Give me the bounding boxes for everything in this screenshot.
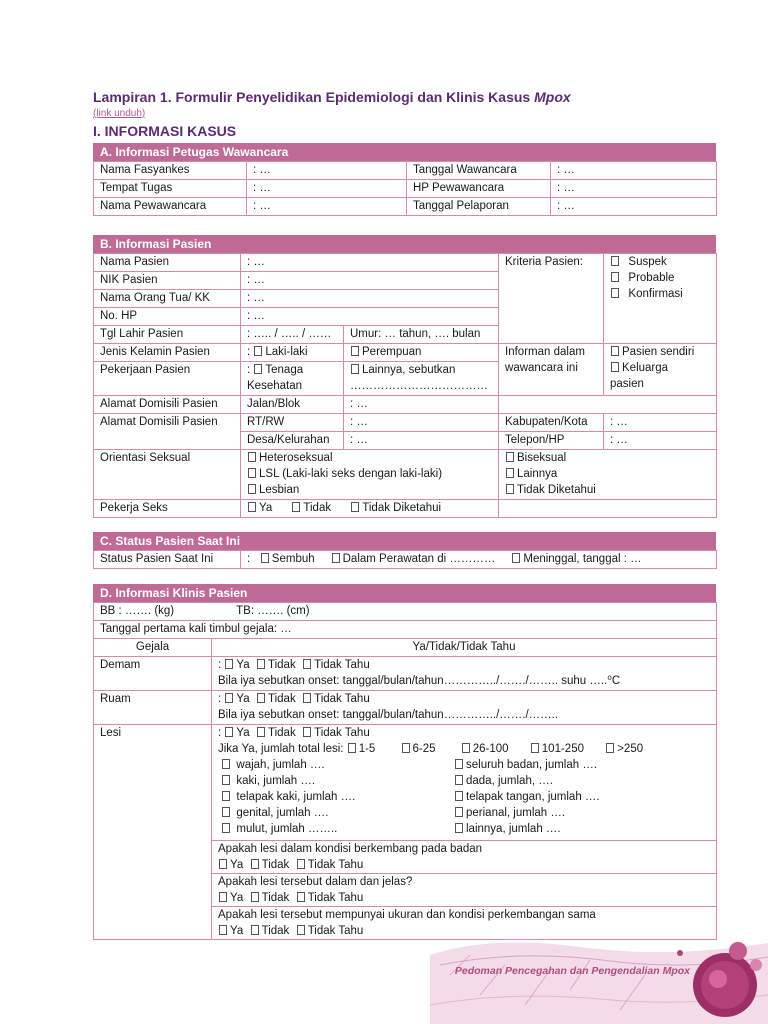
orientation-options-left[interactable]: Heteroseksual LSL (Laki-laki seks dengan laki-laki) Lesbian bbox=[241, 450, 499, 500]
label: Desa/Kelurahan bbox=[241, 432, 344, 450]
orientation-options-right[interactable]: Biseksual Lainnya Tidak Diketahui bbox=[499, 450, 717, 500]
empty-checkbox-icon[interactable] bbox=[225, 693, 233, 703]
value-field[interactable]: : … bbox=[344, 396, 499, 414]
empty-checkbox-icon[interactable] bbox=[251, 892, 259, 902]
label: NIK Pasien bbox=[94, 272, 241, 290]
empty-checkbox-icon[interactable] bbox=[292, 502, 300, 512]
label: Pekerja Seks bbox=[94, 500, 241, 518]
empty-checkbox-icon[interactable] bbox=[222, 823, 230, 833]
option[interactable]: Suspek bbox=[610, 254, 710, 270]
empty-checkbox-icon[interactable] bbox=[606, 743, 614, 753]
value-field[interactable]: : … bbox=[241, 290, 499, 308]
value-field[interactable]: : … bbox=[604, 414, 717, 432]
status-options[interactable]: : Sembuh Dalam Perawatan di ………… Meninggal, tanggal : … bbox=[241, 551, 717, 569]
empty-checkbox-icon[interactable] bbox=[303, 727, 311, 737]
empty-checkbox-icon[interactable] bbox=[222, 775, 230, 785]
lesion-answer[interactable]: : Ya Tidak Tidak Tahu Jika Ya, jumlah total lesi: 1-5 6-25 26-100 101-250 >250 wajah, jumlah …. kaki, jumlah …. telapak kaki, jumlah …. genital, jumlah …. mulut, jumlah …….. seluruh badan, jumlah …. dada, jumlah, …. telapak tangan, jumlah …. perianal, jumlah …. lainnya, jumlah …. bbox=[212, 725, 717, 841]
label: No. HP bbox=[94, 308, 241, 326]
empty-checkbox-icon[interactable] bbox=[297, 925, 305, 935]
value-field[interactable]: : … bbox=[241, 308, 499, 326]
label: Nama Pasien bbox=[94, 254, 241, 272]
label: Nama Pewawancara bbox=[94, 198, 247, 216]
symptom-date-row[interactable]: Tanggal pertama kali timbul gejala: … bbox=[94, 621, 717, 639]
gender-male-option[interactable]: : Laki-laki bbox=[241, 344, 344, 362]
value-field[interactable]: : … bbox=[551, 162, 717, 180]
empty-checkbox-icon[interactable] bbox=[248, 452, 256, 462]
footer-banner bbox=[430, 935, 768, 1024]
empty-checkbox-icon[interactable] bbox=[462, 743, 470, 753]
value-field[interactable]: : … bbox=[247, 198, 407, 216]
value-field[interactable]: : … bbox=[241, 272, 499, 290]
symptom-label: Ruam bbox=[94, 691, 212, 725]
label: Alamat Domisili Pasien bbox=[94, 414, 241, 450]
section-heading: I. INFORMASI KASUS bbox=[93, 123, 237, 139]
empty-checkbox-icon[interactable] bbox=[611, 272, 619, 282]
informant-label: Informan dalam wawancara ini bbox=[499, 344, 604, 396]
empty-checkbox-icon[interactable] bbox=[455, 807, 463, 817]
empty-checkbox-icon[interactable] bbox=[225, 727, 233, 737]
footer-text: Pedoman Pencegahan dan Pengendalian Mpox bbox=[454, 965, 690, 977]
section-a-heading: A. Informasi Petugas Wawancara bbox=[93, 143, 716, 161]
empty-cell bbox=[499, 396, 717, 414]
fever-answer[interactable]: : Ya Tidak Tidak Tahu Bila iya sebutkan onset: tanggal/bulan/tahun…………../……./…….. suhu …..⁰C bbox=[212, 657, 717, 691]
empty-checkbox-icon[interactable] bbox=[351, 364, 359, 374]
empty-checkbox-icon[interactable] bbox=[332, 553, 340, 563]
section-b bbox=[93, 235, 716, 518]
empty-checkbox-icon[interactable] bbox=[455, 759, 463, 769]
option[interactable]: Probable bbox=[610, 270, 710, 286]
value-field[interactable]: : ….. / ….. / …… bbox=[241, 326, 344, 344]
value-field[interactable]: : … bbox=[247, 180, 407, 198]
empty-checkbox-icon[interactable] bbox=[257, 693, 265, 703]
empty-checkbox-icon[interactable] bbox=[611, 256, 619, 266]
empty-checkbox-icon[interactable] bbox=[402, 743, 410, 753]
empty-checkbox-icon[interactable] bbox=[219, 892, 227, 902]
empty-checkbox-icon[interactable] bbox=[297, 859, 305, 869]
criteria-options[interactable] bbox=[604, 254, 717, 344]
section-d bbox=[93, 584, 716, 940]
empty-checkbox-icon[interactable] bbox=[611, 346, 619, 356]
value-field[interactable]: : … bbox=[241, 254, 499, 272]
occupation-other-option[interactable]: Lainnya, sebutkan ……………………………… bbox=[344, 362, 499, 396]
label: Orientasi Seksual bbox=[94, 450, 241, 500]
section-c-heading: C. Status Pasien Saat Ini bbox=[93, 532, 716, 550]
section-d-heading: D. Informasi Klinis Pasien bbox=[93, 584, 716, 602]
section-b-heading: B. Informasi Pasien bbox=[93, 235, 716, 253]
label: Telepon/HP bbox=[499, 432, 604, 450]
sex-worker-options[interactable]: Ya Tidak Tidak Diketahui bbox=[241, 500, 499, 518]
label: Jalan/Blok bbox=[241, 396, 344, 414]
lesion-question-3[interactable]: Apakah lesi tersebut mempunyai ukuran dan kondisi perkembangan sama Ya Tidak Tidak Tahu bbox=[212, 907, 717, 940]
symptom-label: Demam bbox=[94, 657, 212, 691]
value-field[interactable]: : … bbox=[551, 180, 717, 198]
column-header-gejala: Gejala bbox=[94, 639, 212, 657]
empty-checkbox-icon[interactable] bbox=[455, 791, 463, 801]
label: Tanggal Wawancara bbox=[407, 162, 551, 180]
label: Alamat Domisili Pasien bbox=[94, 396, 241, 414]
patient-table bbox=[93, 253, 717, 518]
empty-checkbox-icon[interactable] bbox=[248, 468, 256, 478]
empty-checkbox-icon[interactable] bbox=[219, 859, 227, 869]
footer-decoration-graphic bbox=[430, 935, 768, 1024]
empty-checkbox-icon[interactable] bbox=[222, 759, 230, 769]
empty-checkbox-icon[interactable] bbox=[303, 693, 311, 703]
empty-checkbox-icon[interactable] bbox=[248, 502, 256, 512]
empty-cell bbox=[499, 500, 717, 518]
interviewer-table bbox=[93, 161, 717, 216]
empty-checkbox-icon[interactable] bbox=[222, 791, 230, 801]
empty-checkbox-icon[interactable] bbox=[351, 346, 359, 356]
empty-checkbox-icon[interactable] bbox=[248, 484, 256, 494]
option[interactable]: Konfirmasi bbox=[610, 286, 710, 302]
criteria-label: Kriteria Pasien: bbox=[499, 254, 604, 344]
empty-checkbox-icon[interactable] bbox=[254, 346, 262, 356]
empty-checkbox-icon[interactable] bbox=[222, 807, 230, 817]
empty-checkbox-icon[interactable] bbox=[455, 823, 463, 833]
empty-checkbox-icon[interactable] bbox=[512, 553, 520, 563]
gender-female-option[interactable]: Perempuan bbox=[344, 344, 499, 362]
value-field[interactable]: : … bbox=[344, 432, 499, 450]
empty-checkbox-icon[interactable] bbox=[351, 502, 359, 512]
empty-checkbox-icon[interactable] bbox=[257, 727, 265, 737]
age-field[interactable]: Umur: … tahun, …. bulan bbox=[344, 326, 499, 344]
label: HP Pewawancara bbox=[407, 180, 551, 198]
label: Tanggal Pelaporan bbox=[407, 198, 551, 216]
empty-checkbox-icon[interactable] bbox=[261, 553, 269, 563]
label: Tempat Tugas bbox=[94, 180, 247, 198]
label: Kabupaten/Kota bbox=[499, 414, 604, 432]
empty-checkbox-icon[interactable] bbox=[251, 925, 259, 935]
empty-checkbox-icon[interactable] bbox=[303, 659, 311, 669]
section-a bbox=[93, 143, 716, 216]
empty-checkbox-icon[interactable] bbox=[257, 659, 265, 669]
label: Nama Fasyankes bbox=[94, 162, 247, 180]
empty-checkbox-icon[interactable] bbox=[531, 743, 539, 753]
value-field[interactable]: : … bbox=[344, 414, 499, 432]
label: Tgl Lahir Pasien bbox=[94, 326, 241, 344]
empty-checkbox-icon[interactable] bbox=[297, 892, 305, 902]
label: Nama Orang Tua/ KK bbox=[94, 290, 241, 308]
lesion-question-1[interactable]: Apakah lesi dalam kondisi berkembang pada badan Ya Tidak Tidak Tahu bbox=[212, 841, 717, 874]
lesion-question-2[interactable]: Apakah lesi tersebut dalam dan jelas? Ya Tidak Tidak Tahu bbox=[212, 874, 717, 907]
value-field[interactable]: : … bbox=[604, 432, 717, 450]
rash-answer[interactable]: : Ya Tidak Tidak Tahu Bila iya sebutkan onset: tanggal/bulan/tahun…………../……./…….. bbox=[212, 691, 717, 725]
status-table bbox=[93, 550, 717, 569]
empty-checkbox-icon[interactable] bbox=[611, 362, 619, 372]
occupation-health-option[interactable]: : Tenaga Kesehatan bbox=[241, 362, 344, 396]
empty-checkbox-icon[interactable] bbox=[219, 925, 227, 935]
document-title: Lampiran 1. Formulir Penyelidikan Epidemiologi dan Klinis Kasus Mpox bbox=[93, 89, 571, 105]
empty-checkbox-icon[interactable] bbox=[455, 775, 463, 785]
section-c bbox=[93, 532, 716, 569]
empty-checkbox-icon[interactable] bbox=[506, 468, 514, 478]
empty-checkbox-icon[interactable] bbox=[506, 484, 514, 494]
value-field[interactable]: : … bbox=[551, 198, 717, 216]
empty-checkbox-icon[interactable] bbox=[506, 452, 514, 462]
clinical-table bbox=[93, 602, 717, 940]
empty-checkbox-icon[interactable] bbox=[254, 364, 262, 374]
column-header-answer: Ya/Tidak/Tidak Tahu bbox=[212, 639, 717, 657]
label: Status Pasien Saat Ini bbox=[94, 551, 241, 569]
empty-checkbox-icon[interactable] bbox=[251, 859, 259, 869]
download-link[interactable]: (link unduh) bbox=[93, 108, 146, 119]
label: RT/RW bbox=[241, 414, 344, 432]
informant-options[interactable]: Pasien sendiri Keluarga pasien bbox=[604, 344, 717, 396]
empty-checkbox-icon[interactable] bbox=[611, 288, 619, 298]
label: Pekerjaan Pasien bbox=[94, 362, 241, 396]
label: Jenis Kelamin Pasien bbox=[94, 344, 241, 362]
empty-checkbox-icon[interactable] bbox=[225, 659, 233, 669]
value-field[interactable]: : … bbox=[247, 162, 407, 180]
weight-height-row[interactable]: BB : ……. (kg) TB: ……. (cm) bbox=[94, 603, 717, 621]
symptom-label: Lesi bbox=[94, 725, 212, 940]
empty-checkbox-icon[interactable] bbox=[348, 743, 356, 753]
